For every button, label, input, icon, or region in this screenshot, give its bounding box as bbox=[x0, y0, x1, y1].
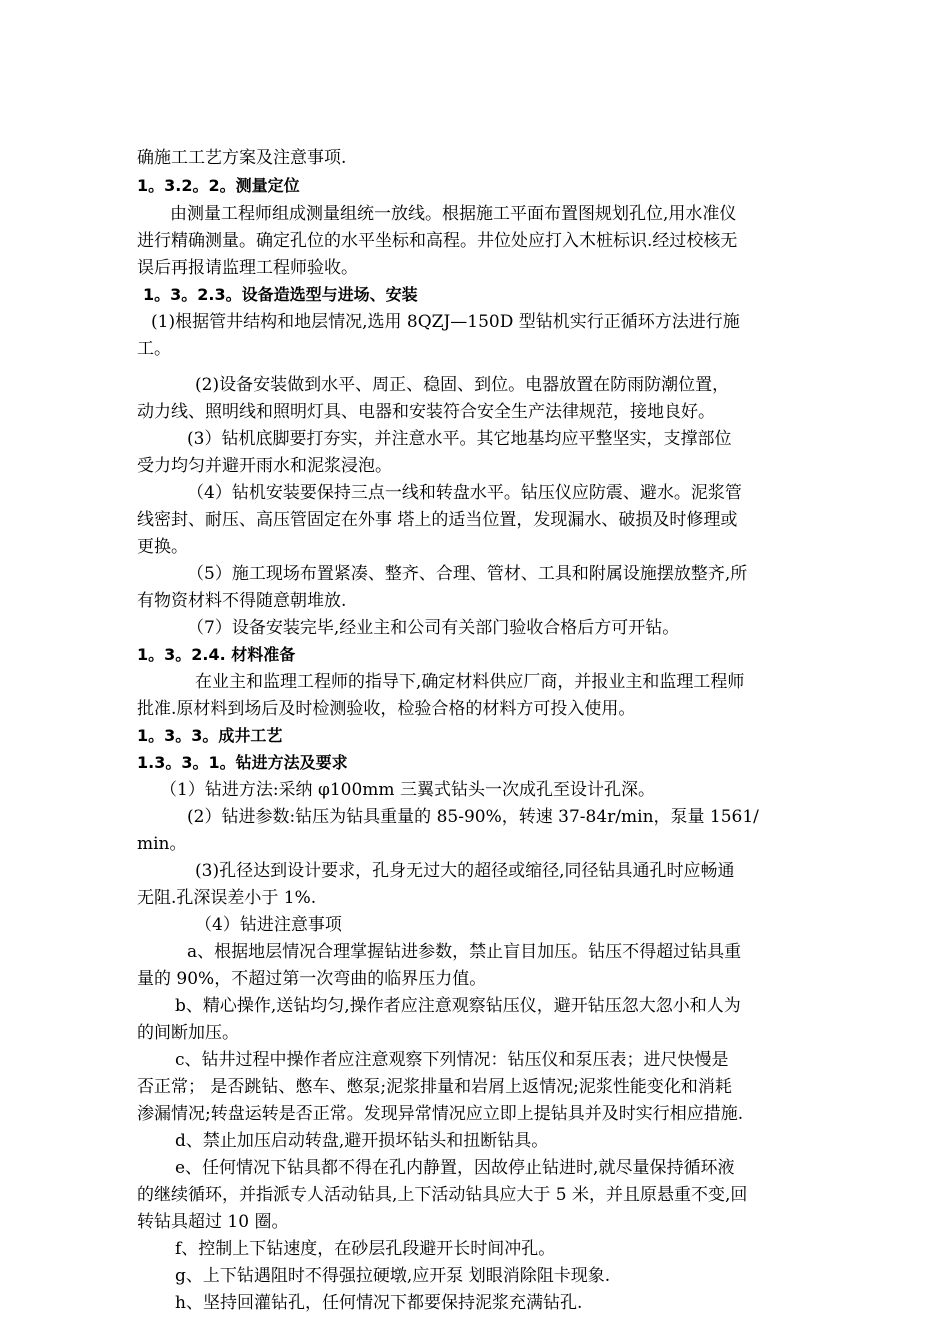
text-line: c、钻井过程中操作者应注意观察下列情况：钻压仪和泵压表；进尺快慢是 bbox=[175, 1050, 729, 1070]
text-line: min。 bbox=[137, 834, 187, 854]
text-line: 确施工工艺方案及注意事项. bbox=[137, 148, 347, 168]
section-heading: 1。3.2。2。测量定位 bbox=[137, 176, 300, 195]
text-line: 渗漏情况;转盘运转是否正常。发现异常情况应立即上提钻具并及时实行相应措施. bbox=[137, 1104, 744, 1124]
text-line: 误后再报请监理工程师验收。 bbox=[137, 258, 358, 278]
text-line: 由测量工程师组成测量组统一放线。根据施工平面布置图规划孔位,用水准仪 bbox=[170, 204, 737, 224]
text-line: （5）施工现场布置紧凑、整齐、合理、管材、工具和附属设施摆放整齐,所 bbox=[187, 564, 748, 584]
text-line: （7）设备安装完毕,经业主和公司有关部门验收合格后方可开钻。 bbox=[187, 618, 680, 638]
text-line: 受力均匀并避开雨水和泥浆浸泡。 bbox=[137, 456, 392, 476]
text-line: d、禁止加压启动转盘,避开损坏钻头和扭断钻具。 bbox=[175, 1131, 549, 1151]
text-line: （1）钻进方法:采纳 φ100mm 三翼式钻头一次成孔至设计孔深。 bbox=[160, 780, 655, 800]
section-heading: 1.3。3。1。钻进方法及要求 bbox=[137, 753, 348, 772]
text-line: b、精心操作,送钻均匀,操作者应注意观察钻压仪，避开钻压忽大忽小和人为 bbox=[175, 996, 741, 1016]
text-line: 无阻.孔深误差小于 1%. bbox=[137, 888, 317, 908]
text-line: （4）钻机安装要保持三点一线和转盘水平。钻压仪应防震、避水。泥浆管 bbox=[187, 483, 742, 503]
text-line: 的继续循环，并指派专人活动钻具,上下活动钻具应大于 5 米，并且原悬重不变,回 bbox=[137, 1185, 748, 1205]
text-line: (2)设备安装做到水平、周正、稳固、到位。电器放置在防雨防潮位置， bbox=[195, 375, 730, 395]
text-line: 更换。 bbox=[137, 537, 188, 557]
text-line: e、任何情况下钻具都不得在孔内静置，因故停止钻进时,就尽量保持循环液 bbox=[175, 1158, 735, 1178]
text-line: 有物资材料不得随意朝堆放. bbox=[137, 591, 347, 611]
text-line: 进行精确测量。确定孔位的水平坐标和高程。井位处应打入木桩标识.经过校核无 bbox=[137, 231, 738, 251]
text-line: 动力线、照明线和照明灯具、电器和安装符合安全生产法律规范，接地良好。 bbox=[137, 402, 715, 422]
text-line: (3）钻机底脚要打夯实，并注意水平。其它地基均应平整坚实，支撑部位 bbox=[187, 429, 732, 449]
text-line: 量的 90%，不超过第一次弯曲的临界压力值。 bbox=[137, 969, 487, 989]
text-line: 转钻具超过 10 圈。 bbox=[137, 1212, 289, 1232]
text-line: 的间断加压。 bbox=[137, 1023, 239, 1043]
section-heading: 1。3。2.3。设备造选型与进场、安装 bbox=[143, 285, 418, 304]
text-line: 否正常； 是否跳钻、憋车、憋泵;泥浆排量和岩屑上返情况;泥浆性能变化和消耗 bbox=[137, 1077, 732, 1097]
text-line: (2）钻进参数:钻压为钻具重量的 85-90%，转速 37-84r/min，泵量 1561/ bbox=[187, 807, 759, 827]
text-line: h、坚持回灌钻孔，任何情况下都要保持泥浆充满钻孔. bbox=[175, 1293, 583, 1313]
text-line: 在业主和监理工程师的指导下,确定材料供应厂商，并报业主和监理工程师 bbox=[195, 672, 745, 692]
section-heading: 1。3。3。成井工艺 bbox=[137, 726, 283, 745]
section-heading: 1。3。2.4. 材料准备 bbox=[137, 645, 296, 664]
text-line: 工。 bbox=[137, 339, 171, 359]
text-line: （4）钻进注意事项 bbox=[195, 915, 342, 935]
text-line: 线密封、耐压、高压管固定在外事 塔上的适当位置，发现漏水、破损及时修理或 bbox=[137, 510, 738, 530]
text-line: 批准.原材料到场后及时检测验收，检验合格的材料方可投入使用。 bbox=[137, 699, 636, 719]
text-line: a、根据地层情况合理掌握钻进参数，禁止盲目加压。钻压不得超过钻具重 bbox=[187, 942, 742, 962]
text-line: f、控制上下钻速度，在砂层孔段避开长时间冲孔。 bbox=[175, 1239, 556, 1259]
text-line: (3)孔径达到设计要求，孔身无过大的超径或缩径,同径钻具通孔时应畅通 bbox=[195, 861, 735, 881]
text-line: g、上下钻遇阻时不得强拉硬墩,应开泵 划眼消除阻卡现象. bbox=[175, 1266, 611, 1286]
text-line: (1)根据管井结构和地层情况,选用 8QZJ—150D 型钻机实行正循环方法进行施 bbox=[151, 312, 740, 332]
